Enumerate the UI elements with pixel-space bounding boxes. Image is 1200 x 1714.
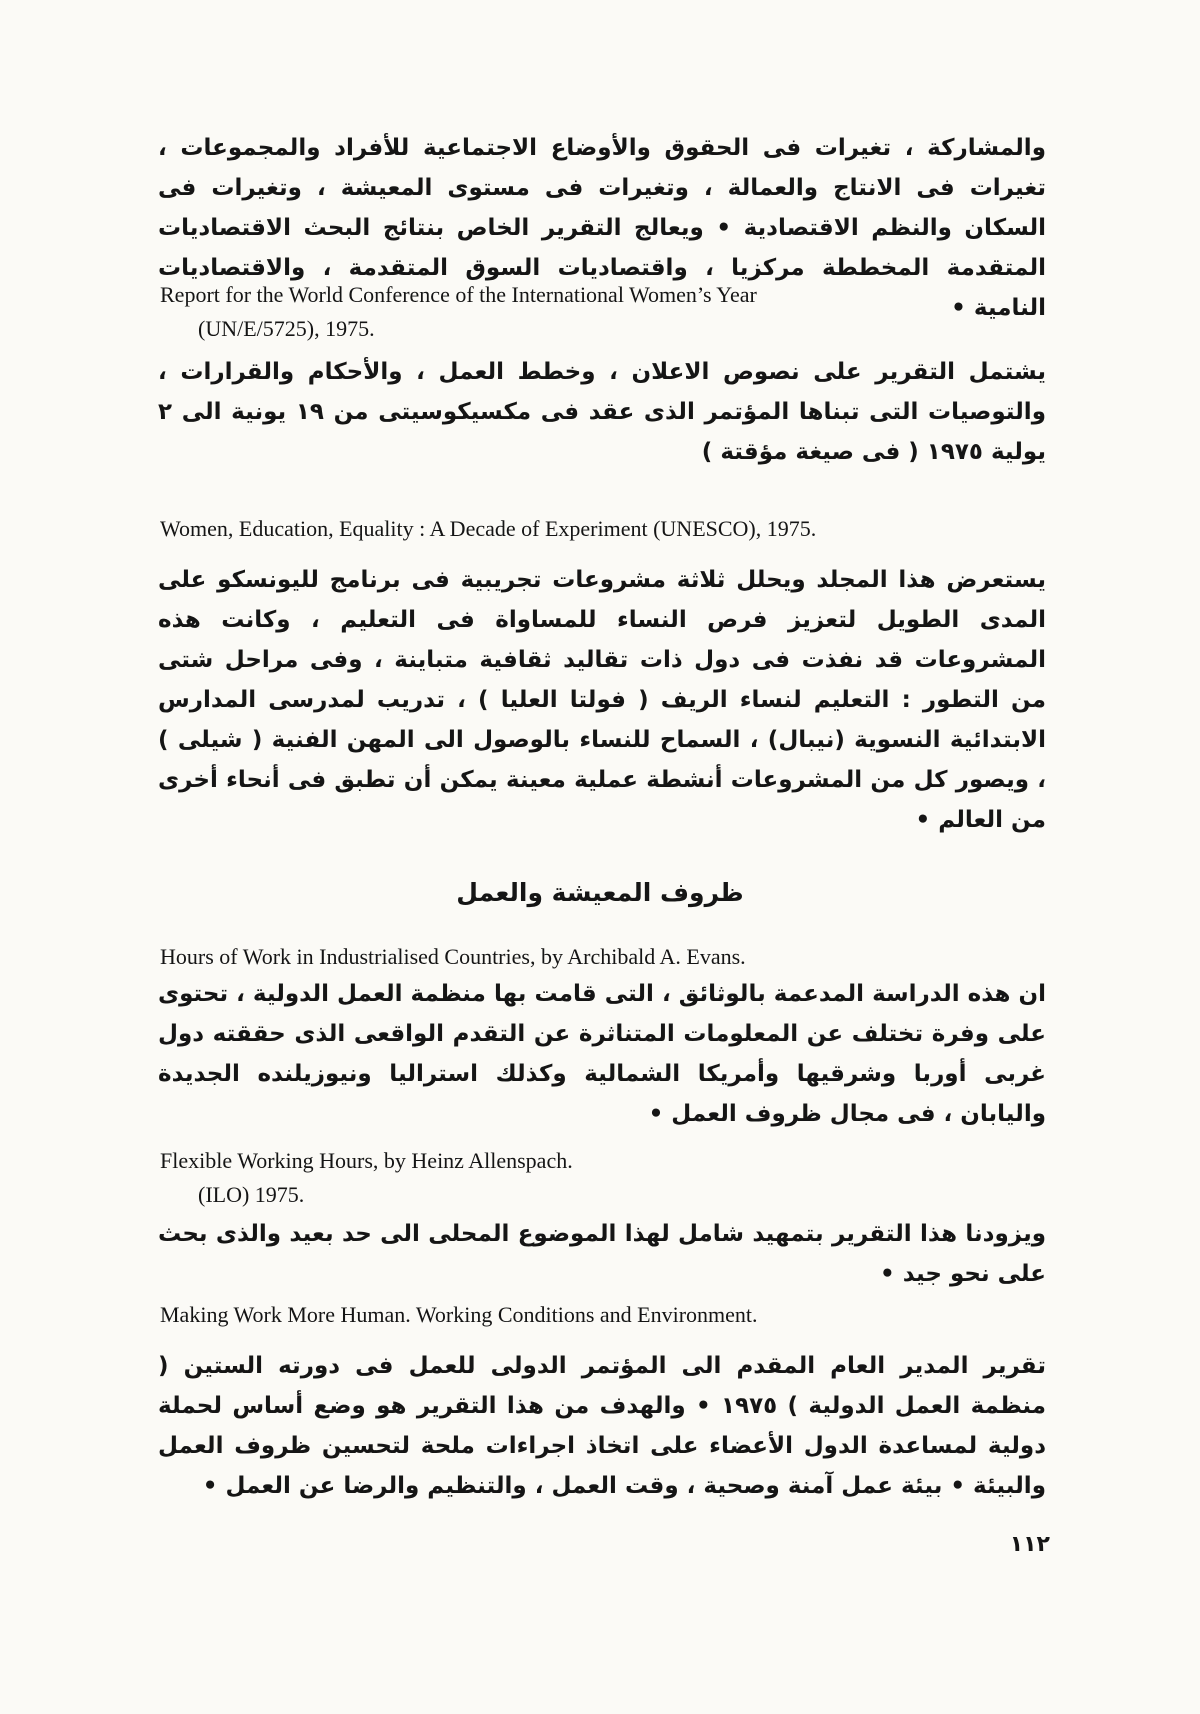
reference-entry-3: Hours of Work in Industrialised Countries, by Archibald A. Evans. <box>160 944 746 969</box>
reference-detail: (ILO) 1975. <box>198 1182 305 1207</box>
reference-title: Report for the World Conference of the International Women’s Year <box>160 282 757 307</box>
reference-entry-5: Making Work More Human. Working Conditions and Environment. <box>160 1302 758 1327</box>
reference-title: Flexible Working Hours, by Heinz Allenspach. <box>160 1148 573 1173</box>
arabic-paragraph-4: ان هذه الدراسة المدعمة بالوثائق ، التى قامت بها منظمة العمل الدولية ، تحتوى على وفرة تختلف عن المعلومات المتناثرة عن التقدم الواقعى الذى حققته دول غربى أوربا وشرقيها وأمريكا الشمالية وكذلك استراليا ونيوزيلنده الجديدة واليابان ، فى مجال ظروف العمل • <box>158 981 1046 1127</box>
arabic-paragraph-6: تقرير المدير العام المقدم الى المؤتمر الدولى للعمل فى دورته الستين ( منظمة العمل الدولية ) ١٩٧٥ • والهدف من هذا التقرير هو وضع أساس لحملة دولية لمساعدة الدول الأعضاء على اتخاذ اجراءات ملحة لتحسين ظروف العمل والبيئة • بيئة عمل آمنة وصحية ، وقت العمل ، والتنظيم والرضا عن العمل • <box>158 1353 1047 1499</box>
section-heading: ظروف المعيشة والعمل <box>456 878 744 907</box>
reference-entry-4 <box>160 1144 1040 1212</box>
arabic-paragraph-2: يشتمل التقرير على نصوص الاعلان ، وخطط العمل ، والأحكام والقرارات ، والتوصيات التى تبناها المؤتمر الذى عقد فى مكسيكوسيتى من ١٩ يونية الى ٢ يولية ١٩٧٥ ( فى صيغة مؤقتة ) <box>158 359 1046 465</box>
reference-entry-2: Women, Education, Equality : A Decade of Experiment (UNESCO), 1975. <box>160 516 817 541</box>
arabic-paragraph-3: يستعرض هذا المجلد ويحلل ثلاثة مشروعات تجريبية فى برنامج لليونسكو على المدى الطويل لتعزيز فرص النساء للمساواة فى التعليم ، وكانت هذه المشروعات قد نفذت فى دول ذات تقاليد ثقافية متباينة ، وفى مراحل شتى من التطور : التعليم لنساء الريف ( فولتا العليا ) ، تدريب لمدرسى المدارس الابتدائية النسوية (نيبال) ، السماح للنساء بالوصول الى المهن الفنية ( شيلى ) ، ويصور كل من المشروعات أنشطة عملية معينة يمكن أن تطبق فى أنحاء أخرى من العالم • <box>158 567 1046 833</box>
page-number: ١١٢ <box>1009 1532 1050 1557</box>
reference-detail: (UN/E/5725), 1975. <box>198 316 375 341</box>
arabic-paragraph-5: ويزودنا هذا التقرير بتمهيد شامل لهذا الموضوع المحلى الى حد بعيد والذى بحث على نحو جيد • <box>158 1221 1046 1287</box>
reference-entry-1 <box>160 278 1040 346</box>
arabic-paragraph-1: والمشاركة ، تغيرات فى الحقوق والأوضاع الاجتماعية للأفراد والمجموعات ، تغيرات فى الانتاج والعمالة ، وتغيرات فى مستوى المعيشة ، وتغيرات فى السكان والنظم الاقتصادية • ويعالج التقرير الخاص بنتائج البحث الاقتصاديات المتقدمة المخططة مركزيا ، واقتصاديات السوق المتقدمة ، والاقتصاديات النامية • <box>158 135 1046 321</box>
